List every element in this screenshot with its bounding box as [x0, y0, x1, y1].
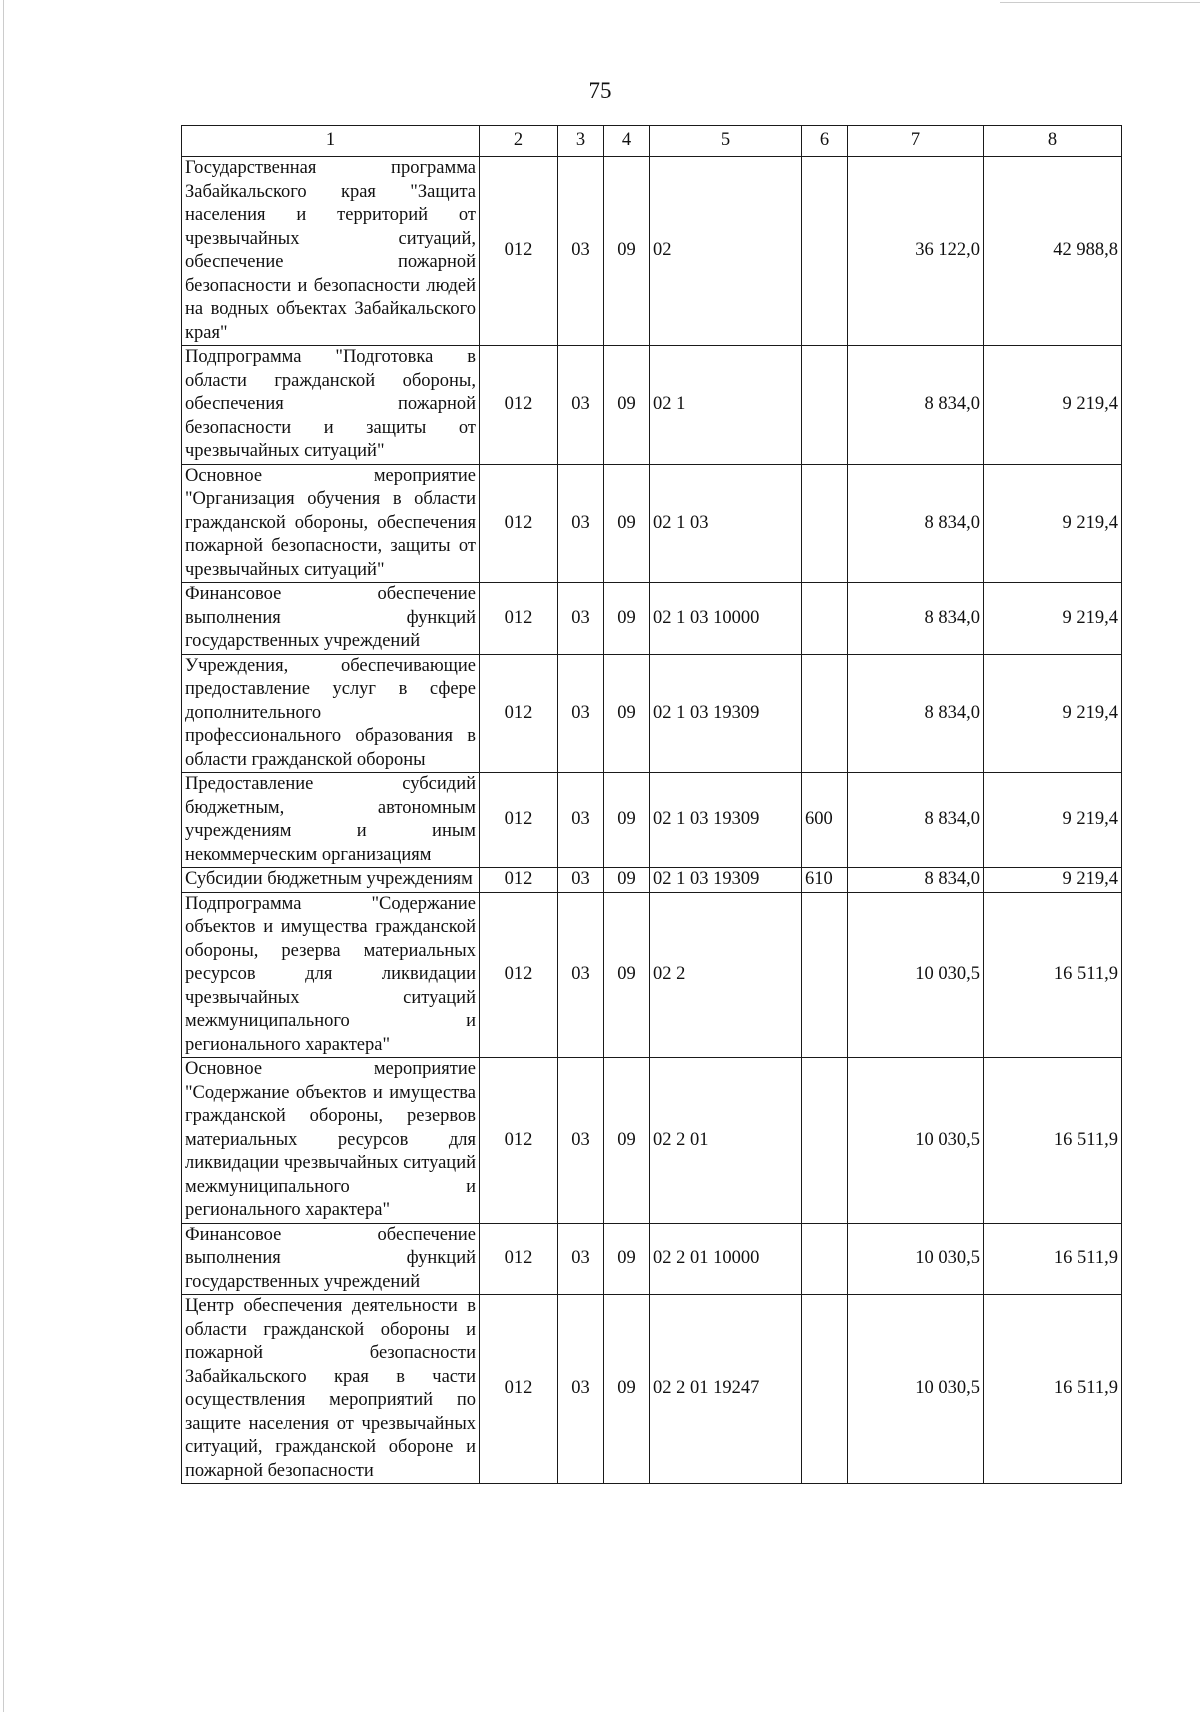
table-row — [182, 464, 1122, 583]
scan-edge-top — [1000, 2, 1200, 3]
code-expense-type — [802, 1223, 848, 1295]
column-header: 5 — [650, 126, 802, 157]
code-expense-type — [802, 346, 848, 465]
budget-table — [181, 125, 1122, 1484]
code-section: 03 — [558, 346, 604, 465]
code-ministry: 012 — [480, 868, 558, 893]
amount-col7: 8 834,0 — [848, 868, 984, 893]
column-header: 8 — [984, 126, 1122, 157]
code-subsection: 09 — [604, 773, 650, 868]
code-expense-type — [802, 464, 848, 583]
row-name: Финансовое обеспечение выполнения функций государственных учреждений — [182, 1223, 480, 1295]
code-expense-type — [802, 654, 848, 773]
code-expense-type: 600 — [802, 773, 848, 868]
code-subsection: 09 — [604, 157, 650, 346]
table-row — [182, 1223, 1122, 1295]
code-expense-type — [802, 1295, 848, 1484]
code-section: 03 — [558, 1295, 604, 1484]
code-expense-type: 610 — [802, 868, 848, 893]
code-ministry: 012 — [480, 1058, 558, 1224]
code-subsection: 09 — [604, 346, 650, 465]
table-row — [182, 346, 1122, 465]
code-target: 02 1 03 19309 — [650, 773, 802, 868]
header-row — [182, 126, 1122, 157]
amount-col7: 8 834,0 — [848, 654, 984, 773]
amount-col8: 16 511,9 — [984, 1295, 1122, 1484]
amount-col7: 36 122,0 — [848, 157, 984, 346]
amount-col8: 42 988,8 — [984, 157, 1122, 346]
code-subsection: 09 — [604, 868, 650, 893]
code-expense-type — [802, 157, 848, 346]
code-subsection: 09 — [604, 1223, 650, 1295]
code-target: 02 — [650, 157, 802, 346]
table-row — [182, 892, 1122, 1058]
amount-col8: 9 219,4 — [984, 464, 1122, 583]
column-header: 4 — [604, 126, 650, 157]
code-target: 02 2 01 19247 — [650, 1295, 802, 1484]
table-row — [182, 654, 1122, 773]
row-name: Субсидии бюджетным учреждениям — [182, 868, 480, 893]
row-name: Государственная программа Забайкальского края "Защита населения и территорий от чрезвычайных ситуаций, обеспечение пожарной безопасности и безопасности людей на водных объектах Забайкальского края" — [182, 157, 480, 346]
code-subsection: 09 — [604, 464, 650, 583]
amount-col8: 9 219,4 — [984, 654, 1122, 773]
code-target: 02 1 03 — [650, 464, 802, 583]
amount-col8: 9 219,4 — [984, 868, 1122, 893]
table-row — [182, 1058, 1122, 1224]
table-row — [182, 157, 1122, 346]
code-ministry: 012 — [480, 654, 558, 773]
table-row — [182, 868, 1122, 893]
code-section: 03 — [558, 654, 604, 773]
code-expense-type — [802, 892, 848, 1058]
row-name: Подпрограмма "Содержание объектов и имущества гражданской обороны, резерва материальных ресурсов для ликвидации чрезвычайных ситуаций межмуниципального и регионального характера" — [182, 892, 480, 1058]
amount-col8: 16 511,9 — [984, 1223, 1122, 1295]
code-target: 02 2 01 10000 — [650, 1223, 802, 1295]
row-name: Подпрограмма "Подготовка в области гражданской обороны, обеспечения пожарной безопасности и защиты от чрезвычайных ситуаций" — [182, 346, 480, 465]
code-ministry: 012 — [480, 1295, 558, 1484]
code-subsection: 09 — [604, 1295, 650, 1484]
row-name: Учреждения, обеспечивающие предоставление услуг в сфере дополнительного профессионального образования в области гражданской обороны — [182, 654, 480, 773]
code-subsection: 09 — [604, 583, 650, 655]
code-section: 03 — [558, 892, 604, 1058]
code-subsection: 09 — [604, 1058, 650, 1224]
column-header: 2 — [480, 126, 558, 157]
code-target: 02 1 — [650, 346, 802, 465]
code-section: 03 — [558, 773, 604, 868]
amount-col7: 10 030,5 — [848, 1295, 984, 1484]
code-section: 03 — [558, 157, 604, 346]
code-ministry: 012 — [480, 583, 558, 655]
amount-col7: 10 030,5 — [848, 1058, 984, 1224]
code-section: 03 — [558, 583, 604, 655]
code-subsection: 09 — [604, 892, 650, 1058]
amount-col8: 9 219,4 — [984, 583, 1122, 655]
amount-col8: 16 511,9 — [984, 892, 1122, 1058]
amount-col7: 10 030,5 — [848, 892, 984, 1058]
code-ministry: 012 — [480, 346, 558, 465]
row-name: Основное мероприятие "Содержание объектов и имущества гражданской обороны, резервов материальных ресурсов для ликвидации чрезвычайных ситуаций межмуниципального и регионального характера" — [182, 1058, 480, 1224]
amount-col7: 8 834,0 — [848, 773, 984, 868]
column-header: 3 — [558, 126, 604, 157]
table-row — [182, 583, 1122, 655]
scan-edge-left — [3, 0, 4, 1712]
code-ministry: 012 — [480, 773, 558, 868]
row-name: Предоставление субсидий бюджетным, автономным учреждениям и иным некоммерческим организациям — [182, 773, 480, 868]
code-section: 03 — [558, 464, 604, 583]
code-target: 02 1 03 10000 — [650, 583, 802, 655]
code-expense-type — [802, 1058, 848, 1224]
row-name: Основное мероприятие "Организация обучения в области гражданской обороны, обеспечения пожарной безопасности, защиты от чрезвычайных ситуаций" — [182, 464, 480, 583]
amount-col8: 9 219,4 — [984, 773, 1122, 868]
code-expense-type — [802, 583, 848, 655]
column-header: 6 — [802, 126, 848, 157]
table-row — [182, 773, 1122, 868]
code-ministry: 012 — [480, 1223, 558, 1295]
amount-col8: 9 219,4 — [984, 346, 1122, 465]
code-ministry: 012 — [480, 157, 558, 346]
amount-col7: 8 834,0 — [848, 346, 984, 465]
code-section: 03 — [558, 1058, 604, 1224]
code-ministry: 012 — [480, 892, 558, 1058]
amount-col8: 16 511,9 — [984, 1058, 1122, 1224]
code-target: 02 1 03 19309 — [650, 654, 802, 773]
row-name: Финансовое обеспечение выполнения функций государственных учреждений — [182, 583, 480, 655]
code-target: 02 1 03 19309 — [650, 868, 802, 893]
amount-col7: 8 834,0 — [848, 583, 984, 655]
code-section: 03 — [558, 868, 604, 893]
code-target: 02 2 — [650, 892, 802, 1058]
column-header: 7 — [848, 126, 984, 157]
code-subsection: 09 — [604, 654, 650, 773]
amount-col7: 8 834,0 — [848, 464, 984, 583]
code-ministry: 012 — [480, 464, 558, 583]
amount-col7: 10 030,5 — [848, 1223, 984, 1295]
code-section: 03 — [558, 1223, 604, 1295]
table-row — [182, 1295, 1122, 1484]
column-header: 1 — [182, 126, 480, 157]
page-number: 75 — [588, 78, 612, 103]
row-name: Центр обеспечения деятельности в области гражданской обороны и пожарной безопасности Забайкальского края в части осуществления мероприятий по защите населения от чрезвычайных ситуаций, гражданской обороне и пожарной безопасности — [182, 1295, 480, 1484]
code-target: 02 2 01 — [650, 1058, 802, 1224]
